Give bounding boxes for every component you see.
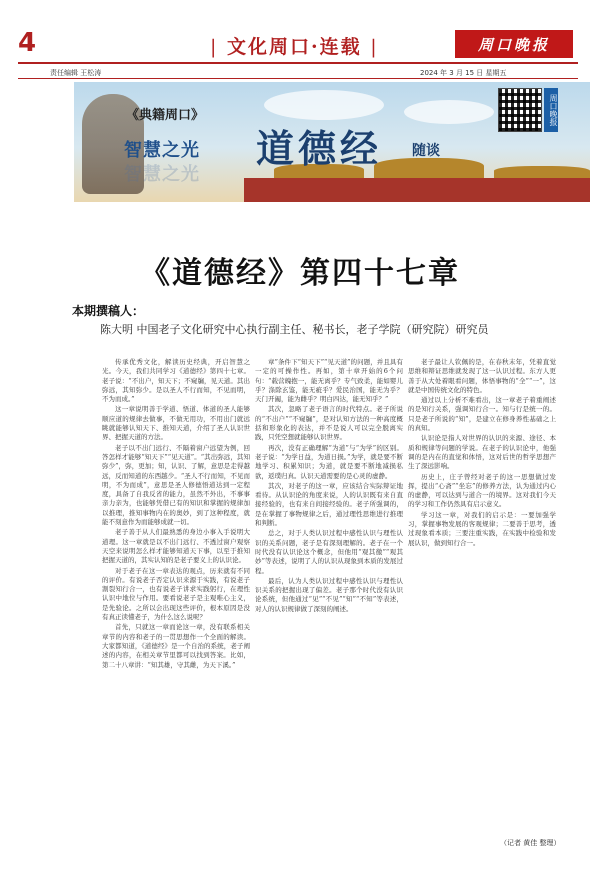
- paragraph: 历史上，庄子曾经对老子的这一思想做过发挥，提出“心斋”“坐忘”的修养方法，认为通过内心的虚静，可以达到与道合一的境界。这对我们今天的学习和工作仍然具有启示意义。: [408, 472, 556, 509]
- page-number: 4: [18, 28, 37, 58]
- banner-main-title: 道德经: [256, 126, 383, 171]
- paragraph: 总之，对于人类认识过程中感性认识与理性认识的关系问题，老子是有深刻理解的。老子在一个时代没有认识论这个概念，但他用“观其徼”“观其妙”等表述，说明了人的认识从现象到本质的发展过程。: [255, 529, 403, 575]
- paragraph: 最后，认为人类认识过程中感性认识与理性认识关系的把握出现了偏差。老子那个时代没有认识论系统，但他通过“见”“不见”“知”“不知”等表述，对人的认识规律做了深刻的阐述。: [255, 576, 403, 613]
- date-line: 2024 年 3 月 15 日 星期五: [420, 69, 507, 77]
- newspaper-logo: 周口晚报: [455, 30, 573, 58]
- section-divider: |: [210, 36, 219, 58]
- banner-subtitle: 随谈: [412, 143, 440, 159]
- section-name: 文化周口·连载: [227, 36, 362, 58]
- paragraph: 对于老子在这一章表达的观点，历来就有不同的评价。有说老子否定认识来源于实践，有说老子割裂知行合一，也有说老子讲求实践躬行，在理性认识中地位与作用。要看说老子是主观唯心主义，是先验论。之所以会出现这些评价，根本原因是没有真正读懂老子，为什么这么说呢？: [102, 566, 250, 622]
- editor-line: 责任编辑 王松涛: [50, 69, 102, 77]
- contributor-name: 陈大明 中国老子文化研究中心执行副主任、秘书长，老子学院（研究院）研究员: [100, 323, 489, 336]
- paragraph: 认识论是指人对世界的认识的来源、途径、本质和规律等问题的学说。在老子的认识论中，他强调的是内在的直觉和体悟，这对后世的哲学思想产生了深远影响。: [408, 434, 556, 471]
- article-column-2: [255, 358, 403, 858]
- qr-tag: 周口晚报: [544, 88, 558, 132]
- paragraph: 传承优秀文化，解读历史经典，开启智慧之光。今天，我们共同学习《道德经》第四十七章。老子说：“不出户，知天下；不窥牖，见天道。其出弥远，其知弥少。是以圣人不行而知，不见而明，不为而成。”: [102, 358, 250, 404]
- paragraph: 老子善于从人们最熟悉的身边小事入手说明大道理。这一章就是以不出门远行、不透过窗户观察天空来说明怎么样才能够知道天下事，以至于推知把握天道的，其实认知的是老子要义上的认识论。: [102, 528, 250, 565]
- wisdom-title-reflection: 智慧之光: [124, 164, 200, 185]
- paragraph: 老子最让人钦佩的是，在春秋末年，凭着直觉思维和辩证思维就发现了这一认识过程。东方人更善于从大处着眼看问题，体悟事物的“全”“一”，这就是中国传统文化的特色。: [408, 358, 556, 394]
- section-title: [210, 32, 379, 59]
- section-divider: |: [370, 36, 379, 58]
- article-column-3: [408, 358, 556, 858]
- paragraph: 这一章说明善于学道、悟道、体道的圣人能够顺应道的规律去做事，不做无用功，不用出门就远眺就能够认知天下、推知天道，介绍了圣人认识世界、把握天道的方法。: [102, 405, 250, 442]
- contributor-label: 本期撰稿人：: [72, 304, 145, 318]
- paragraph: 其次，忽略了老子语言的时代特点。老子所说的“不出户”“不窥牖”，是对认知方法的一种高度概括和形象化的表达，并不是说人可以完全脱离实践，只凭空想就能够认识世界。: [255, 405, 403, 442]
- header-thin-rule: [18, 78, 578, 79]
- article-headline: 《道德经》第四十七章: [140, 256, 460, 291]
- paragraph: 再次，没有正确理解“为道”与“为学”的区别。老子说：“为学日益，为道日损。”为学，就是要不断地学习、积累知识；为道，就是要不断地减损私欲，返璞归真。认识天道需要的是心灵的虚静。: [255, 443, 403, 480]
- reporter-credit: （记者 黄佳 整理）: [500, 839, 561, 847]
- series-title: 《典籍周口》: [126, 108, 205, 123]
- qr-code[interactable]: [498, 88, 542, 132]
- wisdom-title: 智慧之光: [124, 140, 200, 161]
- paragraph: 首先，只就这一章而论这一章，没有联系相关章节的内容和老子的一贯思想作一个全面的解读。大家都知道，《道德经》是一个自治的系统，老子阐述的内容，在相关章节里都可以找到答案。比如，第二十八章讲：“知其雄，守其雌，为天下溪。”: [102, 623, 250, 669]
- paragraph: 通过以上分析不难看出，这一章老子着重阐述的是知行关系，强调知行合一。知与行是统一的。只是老子所说的“知”，是建立在修身养性基础之上的真知。: [408, 396, 556, 433]
- header-rule: [18, 62, 578, 64]
- article-column-1: [102, 358, 250, 858]
- paragraph: 其次，对老子的这一章，应该结合实际辩证地看待。从认识论的角度来说，人的认识既有来自直接经验的，也有来自间接经验的。老子所强调的，是在掌握了事物规律之后，通过理性思维进行推理和判断。: [255, 481, 403, 528]
- paragraph: 学习这一章，对我们的启示是：一要加强学习，掌握事物发展的客观规律；二要善于思考，透过现象看本质；三要注重实践，在实践中检验和发展认识，做到知行合一。: [408, 510, 556, 547]
- paragraph: 老子以不出门远行、不隔着窗户远望为例，回答怎样才能够“知天下”“见天道”。“其出弥远，其知弥少”，弥，更加；知，认识、了解，意思是走得越远，反而知道的东西越少。“圣人不行而知，不见而明，不为而成”，意思是圣人修德悟道达到一定程度，具备了自我反省的能力，虽然不外出，不事事亲力亲为，也能够凭借已有的知识和掌握的规律加以推理，推知事物内在的奥妙，到了这种程度，就能不刻意作为而能够成就一切。: [102, 443, 250, 527]
- paragraph: 章”条件下“知天下”“见天道”的问题，并且具有一定的可操作性。再如，第十章开始的6个问句：“载营魄抱一，能无离乎？专气致柔，能如婴儿乎？涤除玄鉴，能无疵乎？爱民治国，能无为乎？天门开阖，能为雌乎？明白四达，能无知乎？”: [255, 358, 403, 404]
